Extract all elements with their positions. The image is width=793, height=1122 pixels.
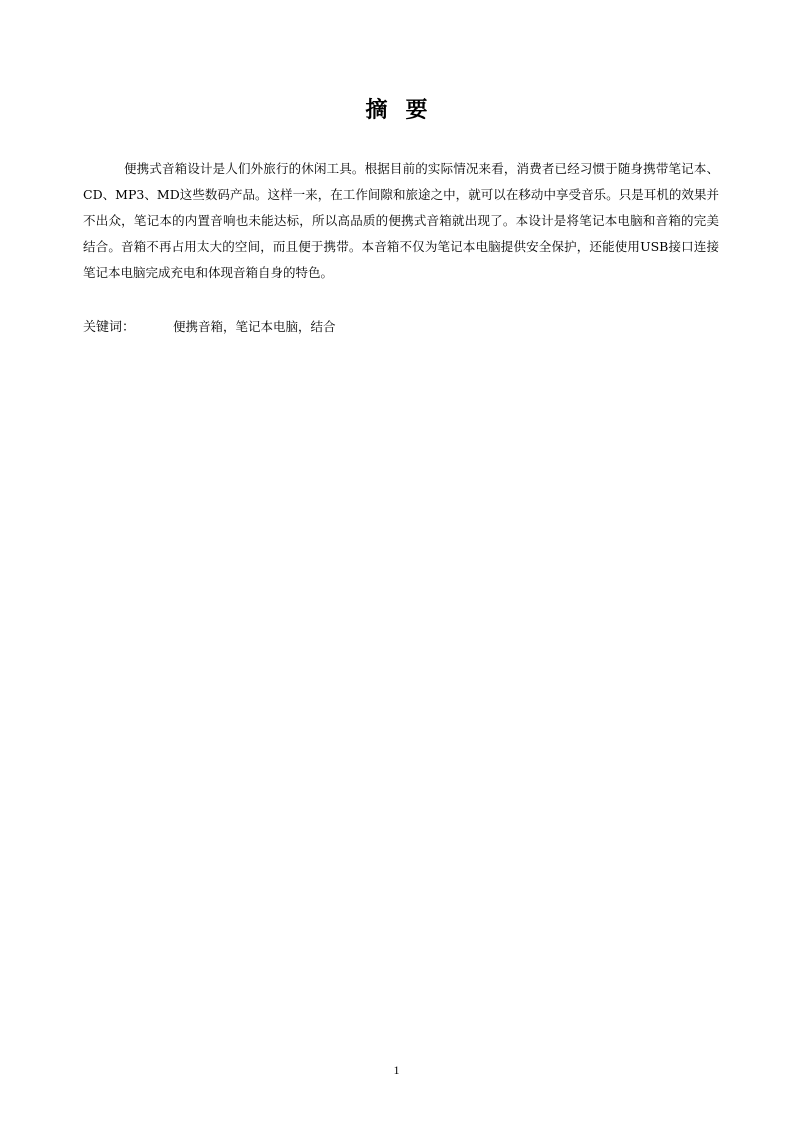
- keywords-label: 关键词：: [83, 320, 136, 335]
- abstract-body: 便携式音箱设计是人们外旅行的休闲工具。根据目前的实际情况来看，消费者已经习惯于随身携带笔记本、CD、MP3、MD这些数码产品。这样一来，在工作间隙和旅途之中，就可以在移动中享受音乐。只是耳机的效果并不出众，笔记本的内置音响也未能达标，所以高品质的便携式音箱就出现了。本设计是将笔记本电脑和音箱的完美结合。音箱不再占用太大的空间，而且便于携带。本音箱不仅为笔记本电脑提供安全保护，还能使用USB接口连接笔记本电脑完成充电和体现音箱自身的特色。: [83, 161, 719, 280]
- abstract-title: 摘要: [365, 98, 446, 123]
- page-number: 1: [393, 1063, 400, 1077]
- keywords-line: [83, 315, 719, 340]
- keywords-text: 便携音箱，笔记本电脑，结合: [173, 319, 336, 334]
